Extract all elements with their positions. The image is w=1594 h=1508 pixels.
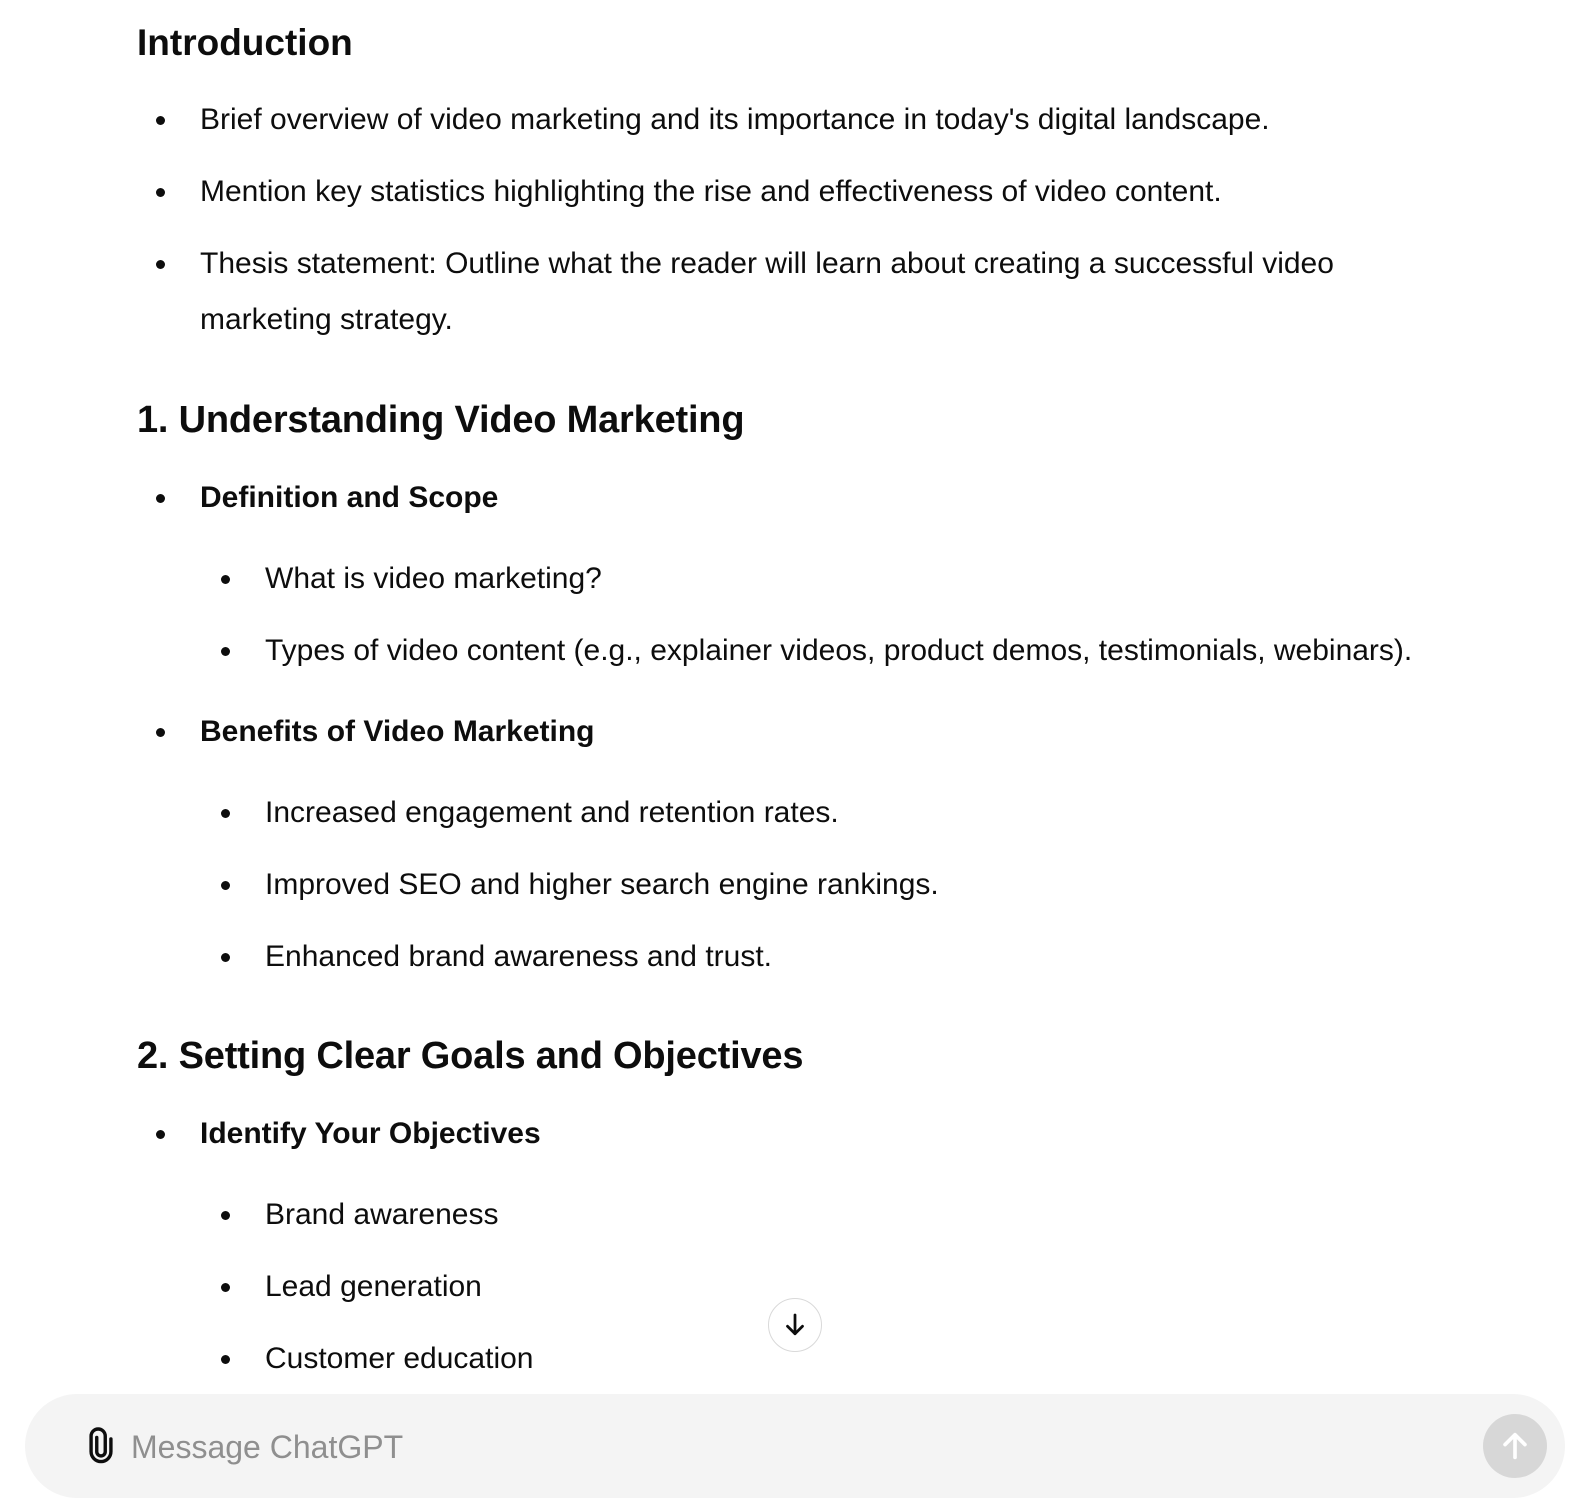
section-1-group-2-item-3: Enhanced brand awareness and trust. bbox=[265, 940, 772, 973]
bullet-dot bbox=[156, 494, 165, 503]
intro-item-1: Brief overview of video marketing and its importance in today's digital landscape. bbox=[200, 103, 1270, 136]
message-input[interactable] bbox=[129, 1420, 1393, 1474]
section-1-group-2-item-2: Improved SEO and higher search engine rankings. bbox=[265, 868, 939, 901]
bullet-dot bbox=[221, 1211, 230, 1220]
intro-item-2: Mention key statistics highlighting the rise and effectiveness of video content. bbox=[200, 175, 1222, 208]
bullet-dot bbox=[156, 260, 165, 269]
section-2-group-1-item-2: Lead generation bbox=[265, 1270, 482, 1303]
bullet-dot bbox=[221, 881, 230, 890]
section-2-group-1-item-3: Customer education bbox=[265, 1342, 534, 1375]
message-composer bbox=[25, 1394, 1565, 1498]
bullet-dot bbox=[221, 647, 230, 656]
paperclip-icon bbox=[84, 1427, 118, 1465]
bullet-dot bbox=[156, 728, 165, 737]
section-2-heading: 2. Setting Clear Goals and Objectives bbox=[137, 1035, 804, 1077]
section-1-group-1-item-2: Types of video content (e.g., explainer videos, product demos, testimonials, webinars). bbox=[265, 634, 1413, 667]
section-1-group-2-title: Benefits of Video Marketing bbox=[200, 715, 595, 748]
section-1-group-2-item-1: Increased engagement and retention rates. bbox=[265, 796, 839, 829]
bullet-dot bbox=[221, 1355, 230, 1364]
arrow-up-icon bbox=[1498, 1429, 1532, 1463]
bullet-dot bbox=[221, 809, 230, 818]
scroll-to-bottom-button[interactable] bbox=[768, 1298, 822, 1352]
arrow-down-icon bbox=[780, 1310, 810, 1340]
bullet-dot bbox=[221, 1283, 230, 1292]
intro-item-3-continued: marketing strategy. bbox=[200, 303, 453, 336]
section-1-heading: 1. Understanding Video Marketing bbox=[137, 399, 745, 441]
intro-heading: Introduction bbox=[137, 22, 353, 63]
section-2-group-1-title: Identify Your Objectives bbox=[200, 1117, 541, 1150]
bullet-dot bbox=[221, 953, 230, 962]
bullet-dot bbox=[221, 575, 230, 584]
bullet-dot bbox=[156, 116, 165, 125]
section-1-group-1-title: Definition and Scope bbox=[200, 481, 499, 514]
section-2-group-1-item-1: Brand awareness bbox=[265, 1198, 499, 1231]
bullet-dot bbox=[156, 1130, 165, 1139]
attach-file-button[interactable] bbox=[79, 1424, 123, 1468]
send-button[interactable] bbox=[1483, 1414, 1547, 1478]
intro-item-3: Thesis statement: Outline what the reader will learn about creating a successful video bbox=[200, 247, 1334, 280]
bullet-dot bbox=[156, 188, 165, 197]
section-1-group-1-item-1: What is video marketing? bbox=[265, 562, 602, 595]
